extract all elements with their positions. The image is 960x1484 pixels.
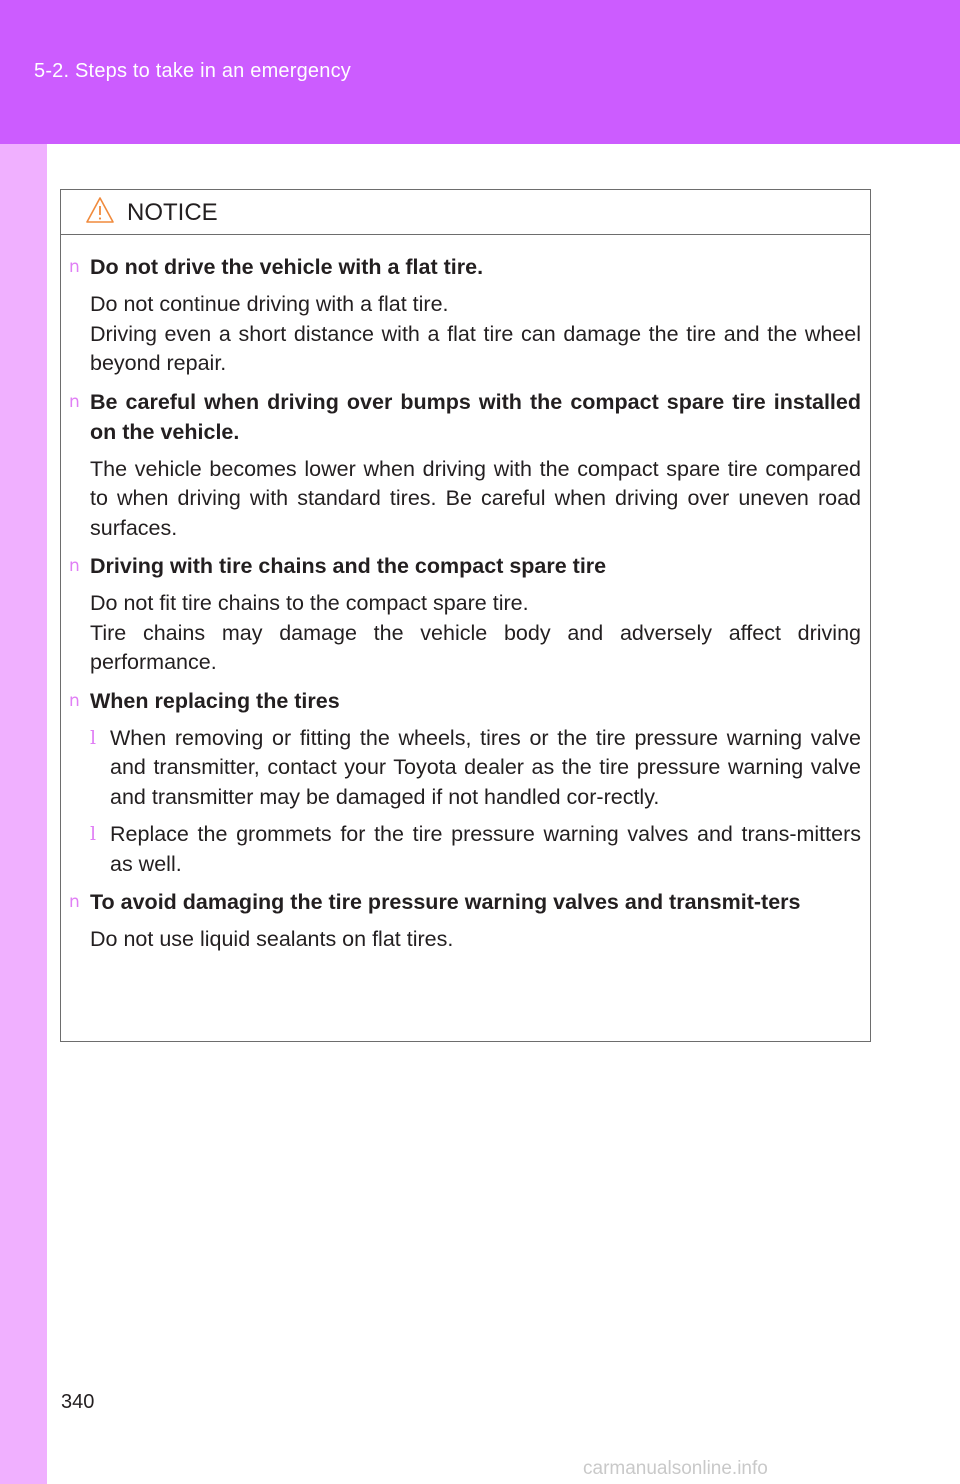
section-bullet-icon: n [69,257,80,277]
notice-header [61,190,870,235]
item-paragraph [69,589,861,678]
notice-item [69,887,861,955]
item-heading-text: When replacing the tires [90,688,340,713]
item-heading [69,387,861,447]
item-paragraph [69,925,861,955]
section-bullet-icon: n [69,391,80,412]
sub-bullet-icon: l [90,823,97,845]
item-heading-text: Do not drive the vehicle with a flat tire. [90,255,484,279]
side-band [0,144,47,1484]
item-heading [69,686,861,716]
item-line: Do not use liquid sealants on flat tires. [90,927,454,951]
item-heading-text: Be careful when driving over bumps with the compact spare tire installed on the vehicle. [90,389,861,444]
notice-body [69,252,861,955]
notice-item [69,387,861,544]
section-bullet-icon: n [69,690,80,711]
item-line: The vehicle becomes lower when driving with the compact spare tire compared to when driving with standard tires. Be careful when driving over uneven road surfaces. [90,456,861,540]
item-heading [69,252,861,282]
notice-item [69,252,861,379]
item-heading-text: To avoid damaging the tire pressure warning valves and transmit-ters [90,890,801,914]
sub-item [69,724,861,813]
notice-box [60,189,871,1042]
item-line: Do not continue driving with a flat tire. [90,292,449,316]
item-heading [69,551,861,581]
sub-item-text: Replace the grommets for the tire pressure warning valves and trans-mitters as well. [110,822,861,876]
notice-item [69,551,861,678]
section-bullet-icon: n [69,892,80,912]
item-line: Tire chains may damage the vehicle body and adversely affect driving performance. [90,620,861,674]
item-line: Driving even a short distance with a flat tire can damage the tire and the wheel beyond repair. [90,321,861,375]
item-paragraph [69,290,861,379]
notice-item [69,686,861,880]
item-line: Do not fit tire chains to the compact spare tire. [90,591,529,615]
warning-triangle-icon [85,196,115,224]
sub-item-text: When removing or fitting the wheels, tires or the tire pressure warning valve and transmitter, contact your Toyota dealer as the tire pressure warning valve and transmitter may be damaged if not handled cor-rectly. [110,725,861,809]
sub-bullet-icon: l [90,726,97,749]
page-number: 340 [61,1391,95,1413]
notice-title: NOTICE [127,199,218,226]
section-title: 5-2. Steps to take in an emergency [34,60,351,82]
item-heading [69,887,861,917]
section-bullet-icon: n [69,556,80,576]
item-heading-text: Driving with tire chains and the compact spare tire [90,554,607,578]
sub-item [69,820,861,879]
watermark: carmanualsonline.info [583,1458,768,1479]
item-paragraph [69,455,861,544]
